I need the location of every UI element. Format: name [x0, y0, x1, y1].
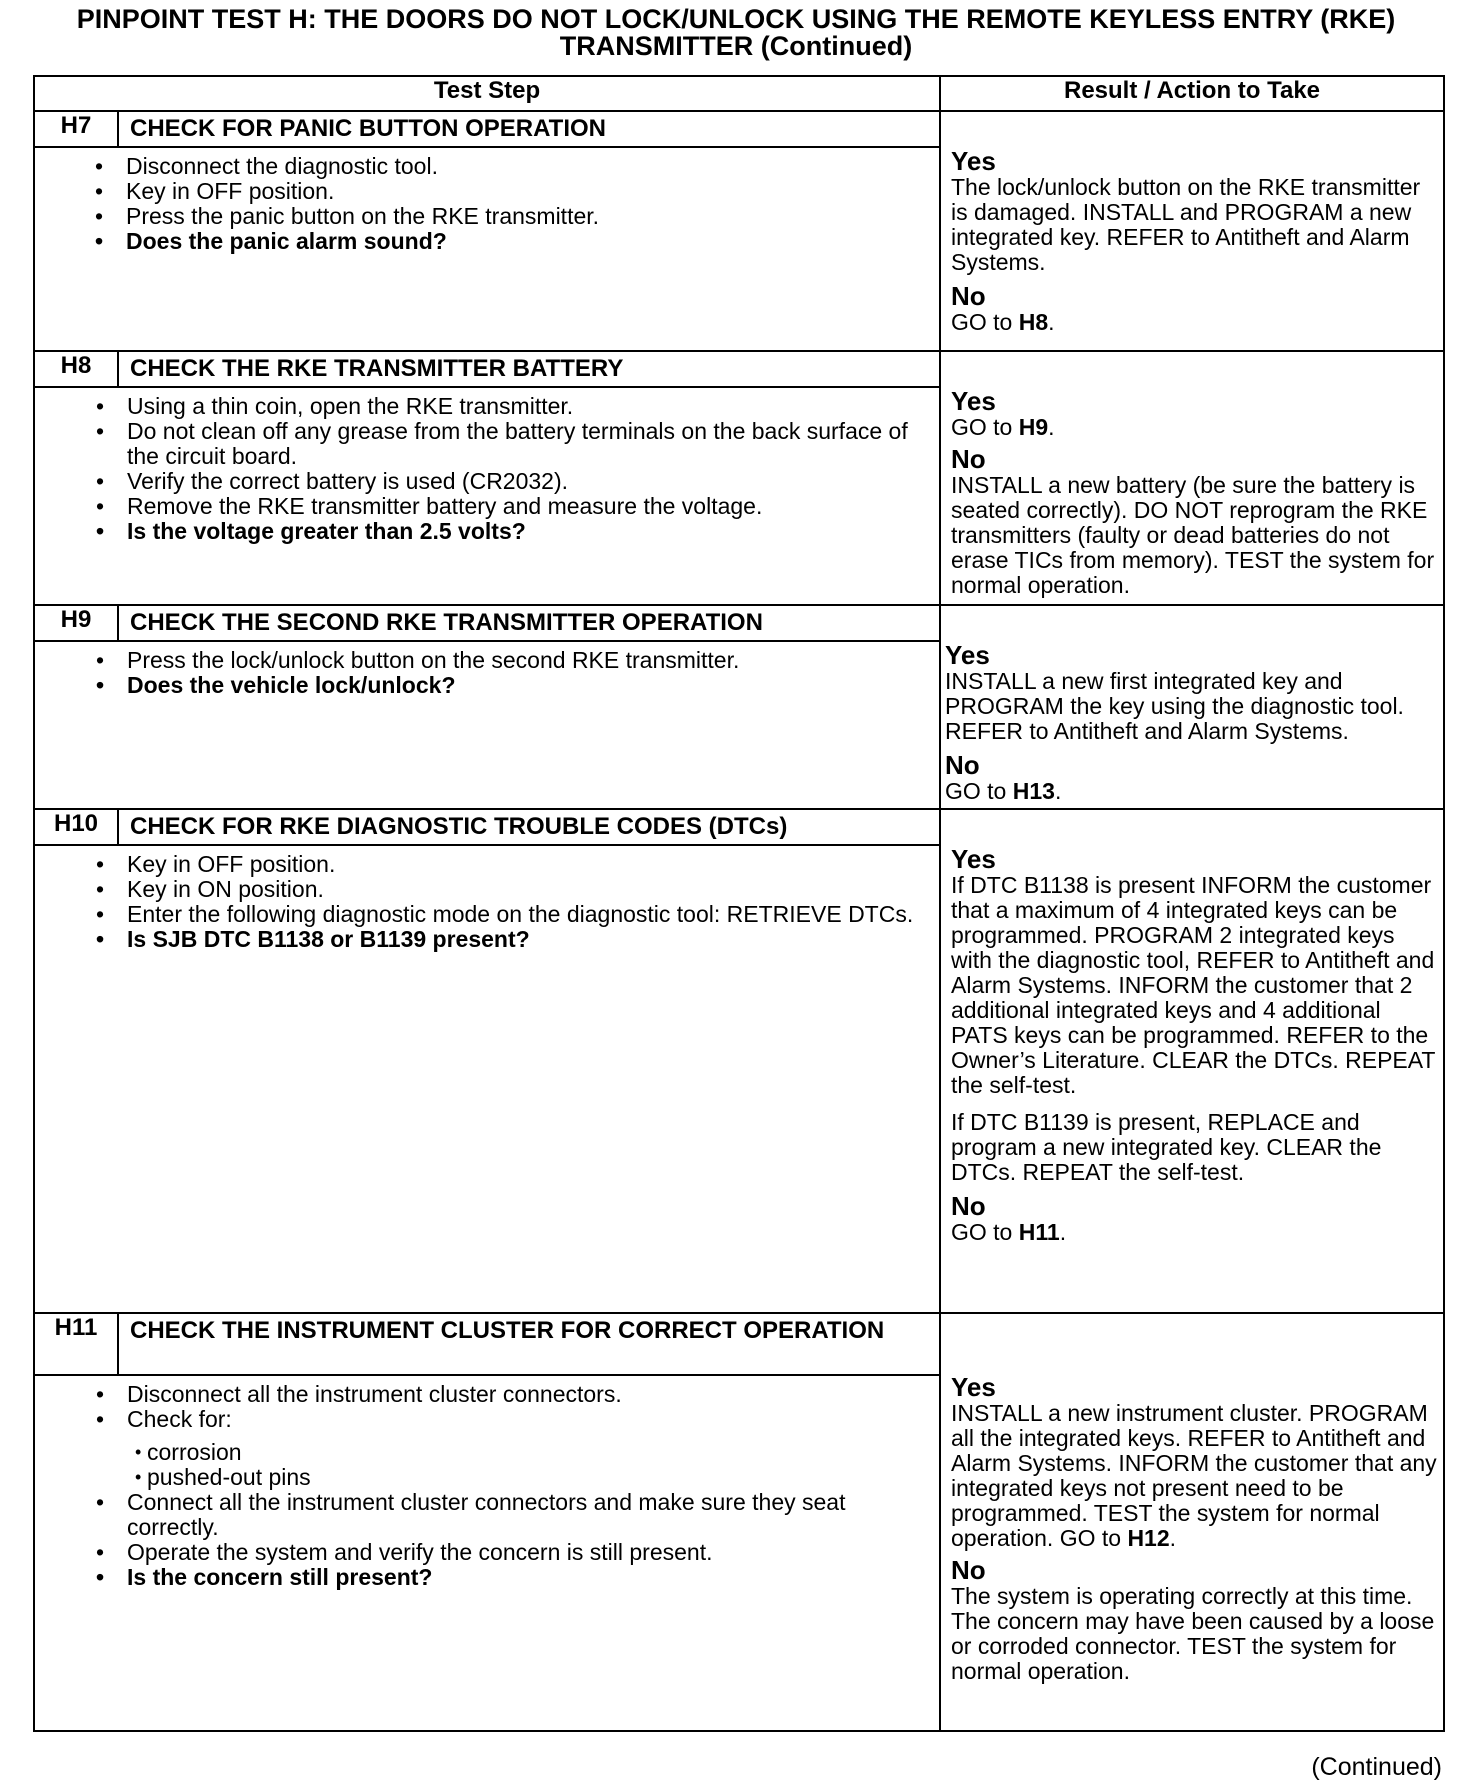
step-id: H9 [34, 605, 118, 641]
step-h11-title-row [34, 1313, 1444, 1375]
step-bullets [35, 846, 939, 960]
yes-action-secondary: If DTC B1139 is present, REPLACE and program a new integrated key. CLEAR the DTCs. REPEAT the self-test. [951, 1109, 1382, 1185]
step-bullets-cell [118, 147, 940, 351]
yes-label: Yes [951, 386, 996, 416]
yes-label: Yes [951, 844, 996, 874]
step-id: H7 [34, 111, 118, 147]
no-action: GO to H11. [951, 1219, 1067, 1245]
no-label: No [951, 281, 986, 311]
list-item: • Do not clean off any grease from the battery terminals on the back surface of the circuit board. [127, 419, 929, 469]
list-item: • Key in OFF position. [126, 179, 929, 204]
step-bullets-cell [34, 1375, 940, 1731]
step-id: H11 [34, 1313, 118, 1375]
list-item: • Remove the RKE transmitter battery and measure the voltage. [127, 494, 929, 519]
step-bullets [35, 388, 939, 552]
step-h9-title-row [34, 605, 1444, 641]
list-item: • Press the lock/unlock button on the second RKE transmitter. [127, 648, 929, 673]
step-question: • Is the voltage greater than 2.5 volts? [127, 519, 929, 544]
yes-label: Yes [951, 146, 996, 176]
step-question: • Is the concern still present? [127, 1565, 929, 1590]
sub-list-item: • corrosion [147, 1440, 929, 1465]
no-action: GO to H13. [945, 778, 1062, 804]
step-bullets-cell [34, 845, 940, 1313]
yes-action: INSTALL a new first integrated key and PROGRAM the key using the diagnostic tool. REFER to Antitheft and Alarm Systems. [945, 668, 1404, 744]
list-item: • Enter the following diagnostic mode on the diagnostic tool: RETRIEVE DTCs. [127, 902, 929, 927]
list-item: • Key in OFF position. [127, 852, 929, 877]
no-action: INSTALL a new battery (be sure the battery is seated correctly). DO NOT reprogram the RKE transmitters (faulty or dead batteries do not erase TICs from memory). TEST the system for normal operation. [951, 472, 1435, 598]
continued-label: (Continued) [1311, 1753, 1442, 1781]
step-id: H10 [34, 809, 118, 845]
step-title: CHECK THE RKE TRANSMITTER BATTERY [118, 351, 940, 387]
pinpoint-test-table [33, 75, 1445, 1732]
list-item: • Connect all the instrument cluster connectors and make sure they seat correctly. [127, 1490, 929, 1540]
step-h10-title-row [34, 809, 1444, 845]
step-result [940, 111, 1444, 351]
step-question: • Does the panic alarm sound? [126, 229, 929, 254]
list-item: • Press the panic button on the RKE transmitter. [126, 204, 929, 229]
step-result [940, 1313, 1444, 1731]
header-test-step: Test Step [34, 76, 940, 111]
yes-action: The lock/unlock button on the RKE transmitter is damaged. INSTALL and PROGRAM a new integrated key. REFER to Antitheft and Alarm Systems. [951, 174, 1421, 275]
step-h8-title-row [34, 351, 1444, 387]
no-action: The system is operating correctly at this time. The concern may have been caused by a loose or corroded connector. TEST the system for normal operation. [951, 1583, 1435, 1684]
list-item: • Operate the system and verify the concern is still present. [127, 1540, 929, 1565]
step-h7-title-row [34, 111, 1444, 147]
no-label: No [951, 444, 986, 474]
list-item: • Using a thin coin, open the RKE transmitter. [127, 394, 929, 419]
step-title: CHECK FOR RKE DIAGNOSTIC TROUBLE CODES (DTCs) [118, 809, 940, 845]
step-question: • Is SJB DTC B1138 or B1139 present? [127, 927, 929, 952]
sub-list-item: • pushed-out pins [147, 1465, 929, 1490]
yes-label: Yes [945, 640, 990, 670]
title-line-1: PINPOINT TEST H: THE DOORS DO NOT LOCK/UNLOCK USING THE REMOTE KEYLESS ENTRY (RKE) [76, 4, 1396, 34]
table-header-row [34, 76, 1444, 111]
yes-action: If DTC B1138 is present INFORM the customer that a maximum of 4 integrated keys can be programmed. PROGRAM 2 integrated keys with the diagnostic tool, REFER to Antitheft and Alarm Systems. INFORM the customer that 2 additional integrated keys and 4 additional PATS keys can be programmed. REFER to the Owner’s Literature. CLEAR the DTCs. REPEAT the self-test. [951, 872, 1436, 1098]
no-action: GO to H8. [951, 309, 1055, 335]
step-bullets-cell [34, 387, 940, 605]
no-label: No [951, 1555, 986, 1585]
step-id: H8 [34, 351, 118, 387]
step-title: CHECK THE INSTRUMENT CLUSTER FOR CORRECT OPERATION [118, 1313, 940, 1375]
step-result [940, 605, 1444, 809]
title-line-2: TRANSMITTER (Continued) [559, 31, 913, 61]
list-item: • Key in ON position. [127, 877, 929, 902]
list-item: • Verify the correct battery is used (CR2032). [127, 469, 929, 494]
step-bullets [35, 642, 939, 706]
step-result [940, 351, 1444, 605]
header-result: Result / Action to Take [940, 76, 1444, 111]
list-item: • Disconnect all the instrument cluster connectors. [127, 1382, 929, 1407]
page-title [0, 6, 1472, 60]
step-bullets [35, 1376, 939, 1598]
yes-label: Yes [951, 1372, 996, 1402]
no-label: No [951, 1191, 986, 1221]
list-item: • Disconnect the diagnostic tool. [126, 154, 929, 179]
list-item: • Check for: • corrosion • pushed-out pins [127, 1407, 929, 1490]
step-title: CHECK THE SECOND RKE TRANSMITTER OPERATION [118, 605, 940, 641]
yes-action: INSTALL a new instrument cluster. PROGRAM all the integrated keys. REFER to Antitheft and Alarm Systems. INFORM the customer that any integrated keys not present need to be programmed. TEST the system for normal operation. GO to H12. [951, 1400, 1437, 1551]
step-question: • Does the vehicle lock/unlock? [127, 673, 929, 698]
yes-action: GO to H9. [951, 414, 1055, 440]
no-label: No [945, 750, 980, 780]
step-result [940, 809, 1444, 1313]
step-bullets-cell [34, 641, 940, 809]
step-title: CHECK FOR PANIC BUTTON OPERATION [118, 111, 940, 147]
sub-bullets [127, 1440, 929, 1490]
step-bullets [34, 148, 939, 262]
